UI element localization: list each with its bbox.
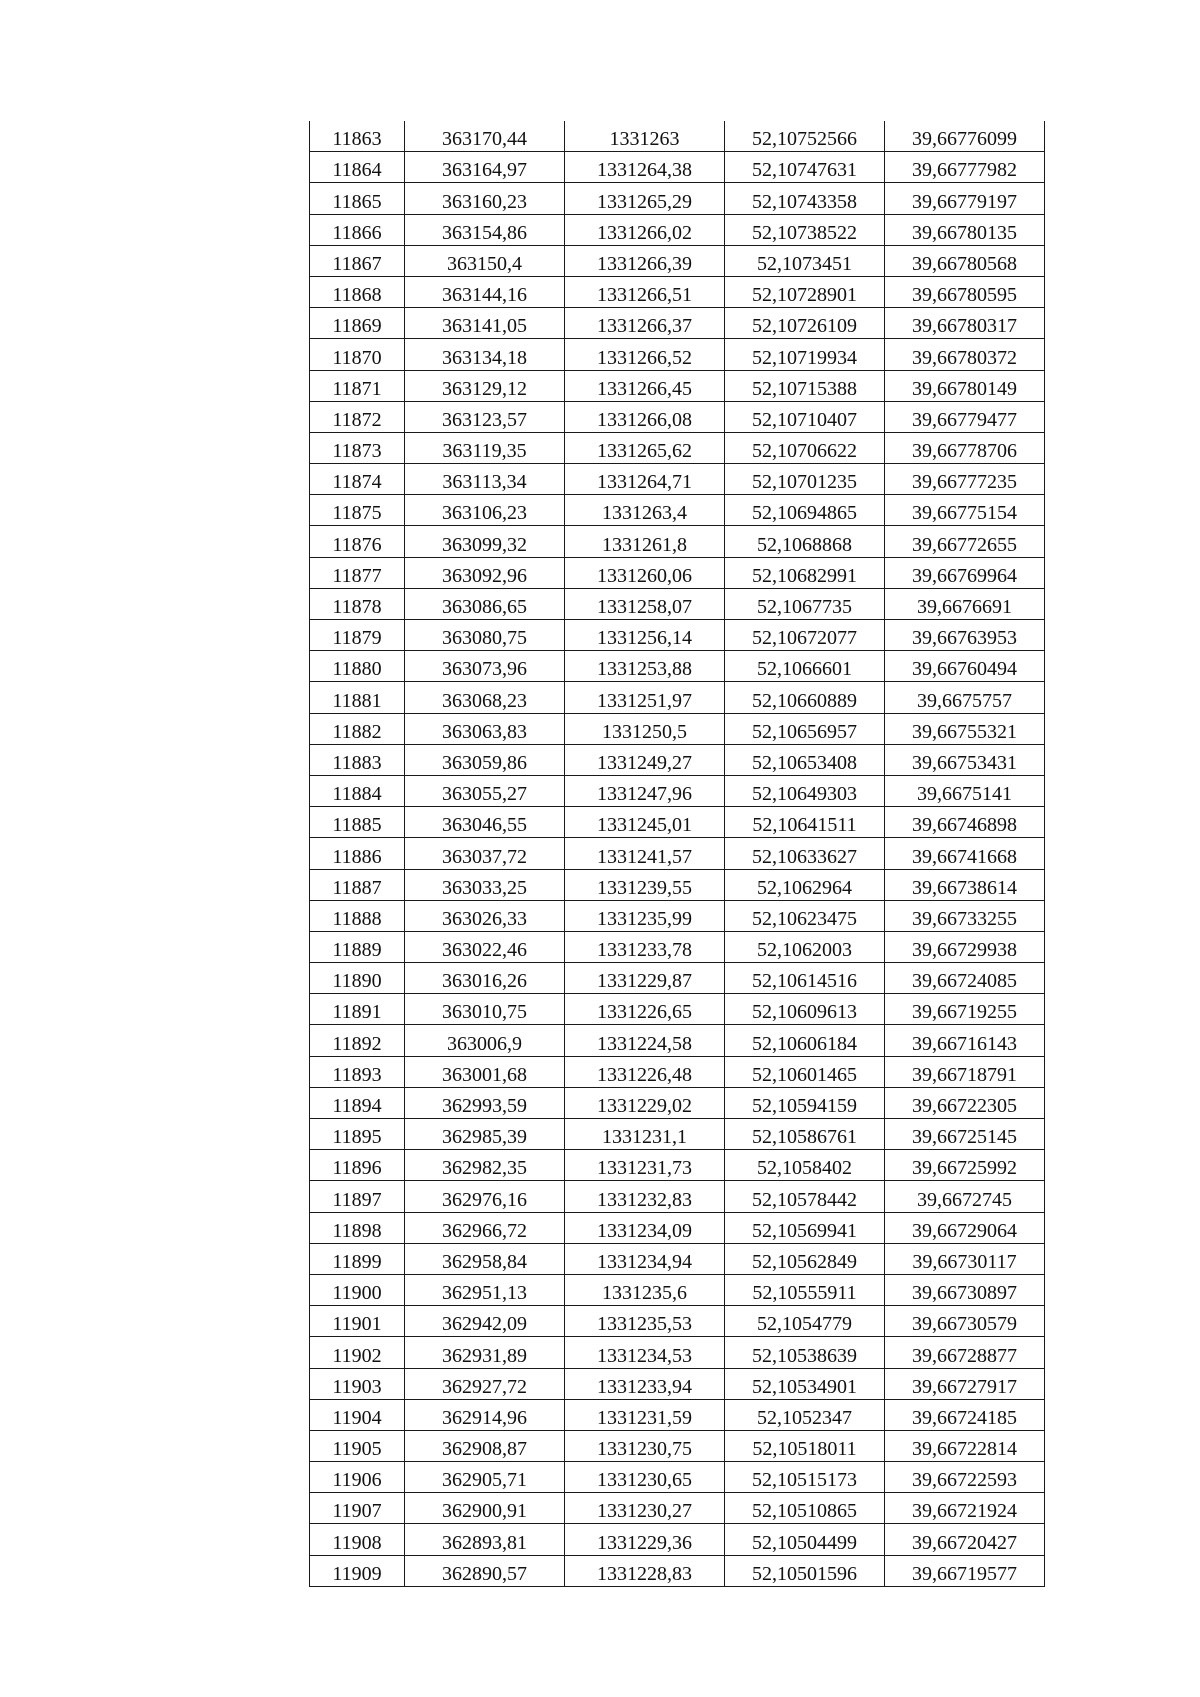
x-coordinate-cell: 363001,68 (405, 1056, 565, 1087)
table-row (310, 121, 1045, 152)
table-row (310, 1212, 1045, 1243)
y-coordinate-cell: 1331235,99 (565, 900, 725, 931)
x-coordinate-cell: 363164,97 (405, 152, 565, 183)
longitude-cell: 39,66724185 (885, 1399, 1045, 1430)
point-number-cell: 11865 (310, 183, 405, 214)
y-coordinate-cell: 1331233,94 (565, 1368, 725, 1399)
table-row (310, 1056, 1045, 1087)
point-number-cell: 11904 (310, 1399, 405, 1430)
latitude-cell: 52,10660889 (725, 682, 885, 713)
y-coordinate-cell: 1331251,97 (565, 682, 725, 713)
y-coordinate-cell: 1331233,78 (565, 931, 725, 962)
x-coordinate-cell: 362951,13 (405, 1274, 565, 1305)
x-coordinate-cell: 363170,44 (405, 121, 565, 152)
point-number-cell: 11899 (310, 1243, 405, 1274)
table-row (310, 1306, 1045, 1337)
x-coordinate-cell: 363144,16 (405, 276, 565, 307)
table-row (310, 339, 1045, 370)
latitude-cell: 52,10653408 (725, 744, 885, 775)
x-coordinate-cell: 363154,86 (405, 214, 565, 245)
latitude-cell: 52,1068868 (725, 526, 885, 557)
longitude-cell: 39,6675141 (885, 775, 1045, 806)
x-coordinate-cell: 363068,23 (405, 682, 565, 713)
x-coordinate-cell: 362927,72 (405, 1368, 565, 1399)
point-number-cell: 11864 (310, 152, 405, 183)
y-coordinate-cell: 1331265,62 (565, 432, 725, 463)
latitude-cell: 52,10747631 (725, 152, 885, 183)
table-row (310, 1087, 1045, 1118)
longitude-cell: 39,66741668 (885, 838, 1045, 869)
point-number-cell: 11895 (310, 1119, 405, 1150)
x-coordinate-cell: 362976,16 (405, 1181, 565, 1212)
y-coordinate-cell: 1331241,57 (565, 838, 725, 869)
table-row (310, 1337, 1045, 1368)
table-row (310, 963, 1045, 994)
point-number-cell: 11875 (310, 495, 405, 526)
point-number-cell: 11890 (310, 963, 405, 994)
latitude-cell: 52,10510865 (725, 1493, 885, 1524)
point-number-cell: 11889 (310, 931, 405, 962)
point-number-cell: 11869 (310, 308, 405, 339)
latitude-cell: 52,10719934 (725, 339, 885, 370)
latitude-cell: 52,10538639 (725, 1337, 885, 1368)
table-row (310, 183, 1045, 214)
y-coordinate-cell: 1331266,37 (565, 308, 725, 339)
longitude-cell: 39,66719577 (885, 1555, 1045, 1586)
latitude-cell: 52,1052347 (725, 1399, 885, 1430)
point-number-cell: 11885 (310, 807, 405, 838)
x-coordinate-cell: 363059,86 (405, 744, 565, 775)
y-coordinate-cell: 1331231,1 (565, 1119, 725, 1150)
point-number-cell: 11884 (310, 775, 405, 806)
latitude-cell: 52,10518011 (725, 1430, 885, 1461)
point-number-cell: 11871 (310, 370, 405, 401)
longitude-cell: 39,66780149 (885, 370, 1045, 401)
table-row (310, 994, 1045, 1025)
point-number-cell: 11873 (310, 432, 405, 463)
longitude-cell: 39,66729064 (885, 1212, 1045, 1243)
x-coordinate-cell: 363106,23 (405, 495, 565, 526)
y-coordinate-cell: 1331263 (565, 121, 725, 152)
table-row (310, 214, 1045, 245)
latitude-cell: 52,10569941 (725, 1212, 885, 1243)
point-number-cell: 11886 (310, 838, 405, 869)
y-coordinate-cell: 1331229,87 (565, 963, 725, 994)
latitude-cell: 52,10641511 (725, 807, 885, 838)
y-coordinate-cell: 1331226,65 (565, 994, 725, 1025)
table-row (310, 1274, 1045, 1305)
y-coordinate-cell: 1331256,14 (565, 620, 725, 651)
latitude-cell: 52,10682991 (725, 557, 885, 588)
latitude-cell: 52,10701235 (725, 464, 885, 495)
longitude-cell: 39,66777982 (885, 152, 1045, 183)
point-number-cell: 11867 (310, 245, 405, 276)
y-coordinate-cell: 1331229,02 (565, 1087, 725, 1118)
longitude-cell: 39,66720427 (885, 1524, 1045, 1555)
y-coordinate-cell: 1331266,45 (565, 370, 725, 401)
longitude-cell: 39,66729938 (885, 931, 1045, 962)
y-coordinate-cell: 1331228,83 (565, 1555, 725, 1586)
point-number-cell: 11868 (310, 276, 405, 307)
y-coordinate-cell: 1331234,94 (565, 1243, 725, 1274)
table-row (310, 245, 1045, 276)
point-number-cell: 11879 (310, 620, 405, 651)
table-row (310, 495, 1045, 526)
table-row (310, 370, 1045, 401)
latitude-cell: 52,10728901 (725, 276, 885, 307)
longitude-cell: 39,66730579 (885, 1306, 1045, 1337)
x-coordinate-cell: 363046,55 (405, 807, 565, 838)
y-coordinate-cell: 1331266,08 (565, 401, 725, 432)
point-number-cell: 11892 (310, 1025, 405, 1056)
y-coordinate-cell: 1331247,96 (565, 775, 725, 806)
longitude-cell: 39,66780135 (885, 214, 1045, 245)
point-number-cell: 11877 (310, 557, 405, 588)
x-coordinate-cell: 363150,4 (405, 245, 565, 276)
x-coordinate-cell: 362900,91 (405, 1493, 565, 1524)
longitude-cell: 39,66772655 (885, 526, 1045, 557)
table-row (310, 651, 1045, 682)
y-coordinate-cell: 1331260,06 (565, 557, 725, 588)
y-coordinate-cell: 1331245,01 (565, 807, 725, 838)
x-coordinate-cell: 363086,65 (405, 588, 565, 619)
latitude-cell: 52,10578442 (725, 1181, 885, 1212)
point-number-cell: 11907 (310, 1493, 405, 1524)
point-number-cell: 11898 (310, 1212, 405, 1243)
y-coordinate-cell: 1331234,53 (565, 1337, 725, 1368)
longitude-cell: 39,66780595 (885, 276, 1045, 307)
x-coordinate-cell: 363134,18 (405, 339, 565, 370)
table-row (310, 557, 1045, 588)
longitude-cell: 39,6675757 (885, 682, 1045, 713)
table-row (310, 1462, 1045, 1493)
table-row (310, 838, 1045, 869)
table-row (310, 526, 1045, 557)
longitude-cell: 39,66780568 (885, 245, 1045, 276)
x-coordinate-cell: 362893,81 (405, 1524, 565, 1555)
y-coordinate-cell: 1331266,02 (565, 214, 725, 245)
y-coordinate-cell: 1331258,07 (565, 588, 725, 619)
latitude-cell: 52,1058402 (725, 1150, 885, 1181)
point-number-cell: 11881 (310, 682, 405, 713)
longitude-cell: 39,66722305 (885, 1087, 1045, 1118)
point-number-cell: 11883 (310, 744, 405, 775)
x-coordinate-cell: 362890,57 (405, 1555, 565, 1586)
x-coordinate-cell: 363160,23 (405, 183, 565, 214)
point-number-cell: 11897 (310, 1181, 405, 1212)
table-row (310, 1430, 1045, 1461)
x-coordinate-cell: 362942,09 (405, 1306, 565, 1337)
point-number-cell: 11893 (310, 1056, 405, 1087)
point-number-cell: 11891 (310, 994, 405, 1025)
x-coordinate-cell: 363055,27 (405, 775, 565, 806)
x-coordinate-cell: 362908,87 (405, 1430, 565, 1461)
x-coordinate-cell: 363026,33 (405, 900, 565, 931)
longitude-cell: 39,66730897 (885, 1274, 1045, 1305)
longitude-cell: 39,66719255 (885, 994, 1045, 1025)
table-row (310, 1181, 1045, 1212)
x-coordinate-cell: 362993,59 (405, 1087, 565, 1118)
longitude-cell: 39,66753431 (885, 744, 1045, 775)
table-row (310, 276, 1045, 307)
latitude-cell: 52,10694865 (725, 495, 885, 526)
point-number-cell: 11870 (310, 339, 405, 370)
latitude-cell: 52,10672077 (725, 620, 885, 651)
longitude-cell: 39,66779197 (885, 183, 1045, 214)
latitude-cell: 52,1062964 (725, 869, 885, 900)
y-coordinate-cell: 1331253,88 (565, 651, 725, 682)
longitude-cell: 39,66775154 (885, 495, 1045, 526)
point-number-cell: 11888 (310, 900, 405, 931)
table-row (310, 775, 1045, 806)
table-row (310, 620, 1045, 651)
latitude-cell: 52,10501596 (725, 1555, 885, 1586)
x-coordinate-cell: 362982,35 (405, 1150, 565, 1181)
longitude-cell: 39,66725992 (885, 1150, 1045, 1181)
longitude-cell: 39,66733255 (885, 900, 1045, 931)
table-row (310, 682, 1045, 713)
table-row (310, 1493, 1045, 1524)
x-coordinate-cell: 362931,89 (405, 1337, 565, 1368)
point-number-cell: 11878 (310, 588, 405, 619)
y-coordinate-cell: 1331235,6 (565, 1274, 725, 1305)
latitude-cell: 52,10555911 (725, 1274, 885, 1305)
y-coordinate-cell: 1331234,09 (565, 1212, 725, 1243)
x-coordinate-cell: 363063,83 (405, 713, 565, 744)
longitude-cell: 39,66722814 (885, 1430, 1045, 1461)
x-coordinate-cell: 363080,75 (405, 620, 565, 651)
x-coordinate-cell: 363129,12 (405, 370, 565, 401)
latitude-cell: 52,10534901 (725, 1368, 885, 1399)
table-row (310, 1368, 1045, 1399)
x-coordinate-cell: 362985,39 (405, 1119, 565, 1150)
x-coordinate-cell: 363092,96 (405, 557, 565, 588)
point-number-cell: 11905 (310, 1430, 405, 1461)
x-coordinate-cell: 362958,84 (405, 1243, 565, 1274)
longitude-cell: 39,66779477 (885, 401, 1045, 432)
table-row (310, 1025, 1045, 1056)
point-number-cell: 11900 (310, 1274, 405, 1305)
table-row (310, 744, 1045, 775)
y-coordinate-cell: 1331232,83 (565, 1181, 725, 1212)
x-coordinate-cell: 363113,34 (405, 464, 565, 495)
y-coordinate-cell: 1331249,27 (565, 744, 725, 775)
table-row (310, 588, 1045, 619)
latitude-cell: 52,10586761 (725, 1119, 885, 1150)
point-number-cell: 11896 (310, 1150, 405, 1181)
table-row (310, 152, 1045, 183)
x-coordinate-cell: 363016,26 (405, 963, 565, 994)
latitude-cell: 52,1054779 (725, 1306, 885, 1337)
point-number-cell: 11894 (310, 1087, 405, 1118)
point-number-cell: 11902 (310, 1337, 405, 1368)
y-coordinate-cell: 1331230,27 (565, 1493, 725, 1524)
point-number-cell: 11872 (310, 401, 405, 432)
latitude-cell: 52,10738522 (725, 214, 885, 245)
x-coordinate-cell: 363006,9 (405, 1025, 565, 1056)
table-row (310, 807, 1045, 838)
point-number-cell: 11906 (310, 1462, 405, 1493)
latitude-cell: 52,1062003 (725, 931, 885, 962)
x-coordinate-cell: 363037,72 (405, 838, 565, 869)
point-number-cell: 11874 (310, 464, 405, 495)
y-coordinate-cell: 1331250,5 (565, 713, 725, 744)
latitude-cell: 52,10609613 (725, 994, 885, 1025)
x-coordinate-cell: 363119,35 (405, 432, 565, 463)
y-coordinate-cell: 1331231,73 (565, 1150, 725, 1181)
point-number-cell: 11909 (310, 1555, 405, 1586)
latitude-cell: 52,10515173 (725, 1462, 885, 1493)
longitude-cell: 39,66778706 (885, 432, 1045, 463)
table-row (310, 900, 1045, 931)
table-row (310, 401, 1045, 432)
table-row (310, 1399, 1045, 1430)
latitude-cell: 52,10601465 (725, 1056, 885, 1087)
latitude-cell: 52,10633627 (725, 838, 885, 869)
latitude-cell: 52,1067735 (725, 588, 885, 619)
latitude-cell: 52,10504499 (725, 1524, 885, 1555)
x-coordinate-cell: 363099,32 (405, 526, 565, 557)
point-number-cell: 11903 (310, 1368, 405, 1399)
table-row (310, 869, 1045, 900)
longitude-cell: 39,66738614 (885, 869, 1045, 900)
point-number-cell: 11876 (310, 526, 405, 557)
point-number-cell: 11880 (310, 651, 405, 682)
latitude-cell: 52,10752566 (725, 121, 885, 152)
latitude-cell: 52,10594159 (725, 1087, 885, 1118)
latitude-cell: 52,10706622 (725, 432, 885, 463)
y-coordinate-cell: 1331261,8 (565, 526, 725, 557)
y-coordinate-cell: 1331229,36 (565, 1524, 725, 1555)
point-number-cell: 11887 (310, 869, 405, 900)
longitude-cell: 39,66718791 (885, 1056, 1045, 1087)
point-number-cell: 11866 (310, 214, 405, 245)
latitude-cell: 52,10623475 (725, 900, 885, 931)
y-coordinate-cell: 1331239,55 (565, 869, 725, 900)
table-row (310, 713, 1045, 744)
longitude-cell: 39,6672745 (885, 1181, 1045, 1212)
y-coordinate-cell: 1331230,65 (565, 1462, 725, 1493)
table-row (310, 1555, 1045, 1586)
x-coordinate-cell: 363022,46 (405, 931, 565, 962)
point-number-cell: 11882 (310, 713, 405, 744)
y-coordinate-cell: 1331264,38 (565, 152, 725, 183)
table-row (310, 432, 1045, 463)
x-coordinate-cell: 363010,75 (405, 994, 565, 1025)
x-coordinate-cell: 362966,72 (405, 1212, 565, 1243)
y-coordinate-cell: 1331266,39 (565, 245, 725, 276)
latitude-cell: 52,10606184 (725, 1025, 885, 1056)
latitude-cell: 52,10614516 (725, 963, 885, 994)
table-row (310, 1150, 1045, 1181)
x-coordinate-cell: 362914,96 (405, 1399, 565, 1430)
longitude-cell: 39,66769964 (885, 557, 1045, 588)
longitude-cell: 39,66755321 (885, 713, 1045, 744)
latitude-cell: 52,10715388 (725, 370, 885, 401)
longitude-cell: 39,66760494 (885, 651, 1045, 682)
x-coordinate-cell: 363123,57 (405, 401, 565, 432)
point-number-cell: 11863 (310, 121, 405, 152)
table-row (310, 308, 1045, 339)
y-coordinate-cell: 1331231,59 (565, 1399, 725, 1430)
longitude-cell: 39,66724085 (885, 963, 1045, 994)
latitude-cell: 52,10710407 (725, 401, 885, 432)
table-row (310, 464, 1045, 495)
x-coordinate-cell: 363141,05 (405, 308, 565, 339)
longitude-cell: 39,66777235 (885, 464, 1045, 495)
longitude-cell: 39,66727917 (885, 1368, 1045, 1399)
latitude-cell: 52,10656957 (725, 713, 885, 744)
point-number-cell: 11908 (310, 1524, 405, 1555)
y-coordinate-cell: 1331265,29 (565, 183, 725, 214)
latitude-cell: 52,10562849 (725, 1243, 885, 1274)
longitude-cell: 39,66728877 (885, 1337, 1045, 1368)
coordinates-table (309, 121, 1045, 1587)
longitude-cell: 39,66780317 (885, 308, 1045, 339)
longitude-cell: 39,66716143 (885, 1025, 1045, 1056)
y-coordinate-cell: 1331266,52 (565, 339, 725, 370)
longitude-cell: 39,66725145 (885, 1119, 1045, 1150)
longitude-cell: 39,66763953 (885, 620, 1045, 651)
y-coordinate-cell: 1331224,58 (565, 1025, 725, 1056)
y-coordinate-cell: 1331266,51 (565, 276, 725, 307)
table-row (310, 1119, 1045, 1150)
longitude-cell: 39,66776099 (885, 121, 1045, 152)
x-coordinate-cell: 363073,96 (405, 651, 565, 682)
y-coordinate-cell: 1331235,53 (565, 1306, 725, 1337)
latitude-cell: 52,10726109 (725, 308, 885, 339)
y-coordinate-cell: 1331263,4 (565, 495, 725, 526)
longitude-cell: 39,66722593 (885, 1462, 1045, 1493)
coordinates-table-body (310, 121, 1045, 1586)
longitude-cell: 39,66721924 (885, 1493, 1045, 1524)
latitude-cell: 52,10649303 (725, 775, 885, 806)
longitude-cell: 39,66780372 (885, 339, 1045, 370)
x-coordinate-cell: 362905,71 (405, 1462, 565, 1493)
latitude-cell: 52,1066601 (725, 651, 885, 682)
longitude-cell: 39,66746898 (885, 807, 1045, 838)
y-coordinate-cell: 1331226,48 (565, 1056, 725, 1087)
point-number-cell: 11901 (310, 1306, 405, 1337)
table-row (310, 1243, 1045, 1274)
latitude-cell: 52,10743358 (725, 183, 885, 214)
table-row (310, 1524, 1045, 1555)
table-row (310, 931, 1045, 962)
x-coordinate-cell: 363033,25 (405, 869, 565, 900)
y-coordinate-cell: 1331264,71 (565, 464, 725, 495)
latitude-cell: 52,1073451 (725, 245, 885, 276)
longitude-cell: 39,66730117 (885, 1243, 1045, 1274)
y-coordinate-cell: 1331230,75 (565, 1430, 725, 1461)
longitude-cell: 39,6676691 (885, 588, 1045, 619)
